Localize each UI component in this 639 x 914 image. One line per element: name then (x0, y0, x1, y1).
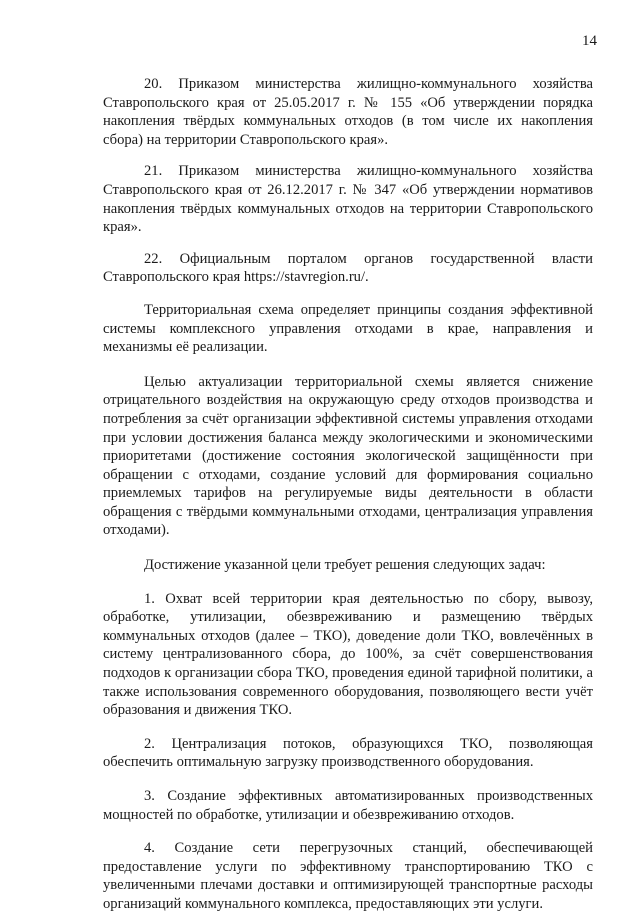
paragraph-task-3: 3. Создание эффективных автоматизированных производственных мощностей по обработке, утилизации и обезвреживанию отходов. (103, 788, 593, 823)
paragraph-task-4: 4. Создание сети перегрузочных станций, обеспечивающей предоставление услуги по эффективному транспортированию ТКО с увеличенными плечами доставки и оптимизирующей транспортные расходы организаций коммунального комплекса, предоставляющих эти услуги. (103, 840, 593, 912)
paragraph-item-21: 21. Приказом министерства жилищно-коммунального хозяйства Ставропольского края от 26.12.2017 г. № 347 «Об утверждении нормативов накопления твёрдых коммунальных отходов на территории Ставропольского края». (103, 163, 593, 236)
paragraph-goal: Целью актуализации территориальной схемы является снижение отрицательного воздействия на окружающую среду отходов производства и потребления за счёт организации эффективной системы управления отходами при условии достижения баланса между экологическими и экономическими приоритетами (достижение состояния экологической защищённости при обращении с отходами, создание условий для формирования социально приемлемых тарифов на регулируемые виды деятельности в области обращения с твёрдыми коммунальными отходами, централизация управления отходами). (103, 373, 593, 539)
paragraph-item-20: 20. Приказом министерства жилищно-коммунального хозяйства Ставропольского края от 25.05.2017 г. № 155 «Об утверждении порядка накопления твёрдых коммунальных отходов (в том числе их накопления сбора) на территории Ставропольского края». (103, 76, 593, 148)
paragraph-item-22: 22. Официальным порталом органов государственной власти Ставропольского края https://stavregion.ru/. (103, 250, 593, 286)
paragraph-task-1: 1. Охват всей территории края деятельностью по сбору, вывозу, обработке, утилизации, обезвреживанию и размещению твёрдых коммунальных отходов (далее – ТКО), доведение доли ТКО, вовлечённых в систему централизованного сбора, до 100%, за счёт совершенствования подходов к организации сбора ТКО, проведения единой тарифной политики, а также использования современного оборудования, позволяющего вести учёт образования и движения ТКО. (103, 590, 593, 719)
paragraph-scheme-principles: Территориальная схема определяет принципы создания эффективной системы комплексного управления отходами в крае, направления и механизмы её реализации. (103, 301, 593, 356)
paragraph-task-2: 2. Централизация потоков, образующихся ТКО, позволяющая обеспечить оптимальную загрузку производственного оборудования. (103, 735, 593, 771)
document-body (103, 75, 593, 914)
page-number: 14 (582, 33, 597, 49)
paragraph-tasks-intro: Достижение указанной цели требует решения следующих задач: (144, 557, 546, 574)
